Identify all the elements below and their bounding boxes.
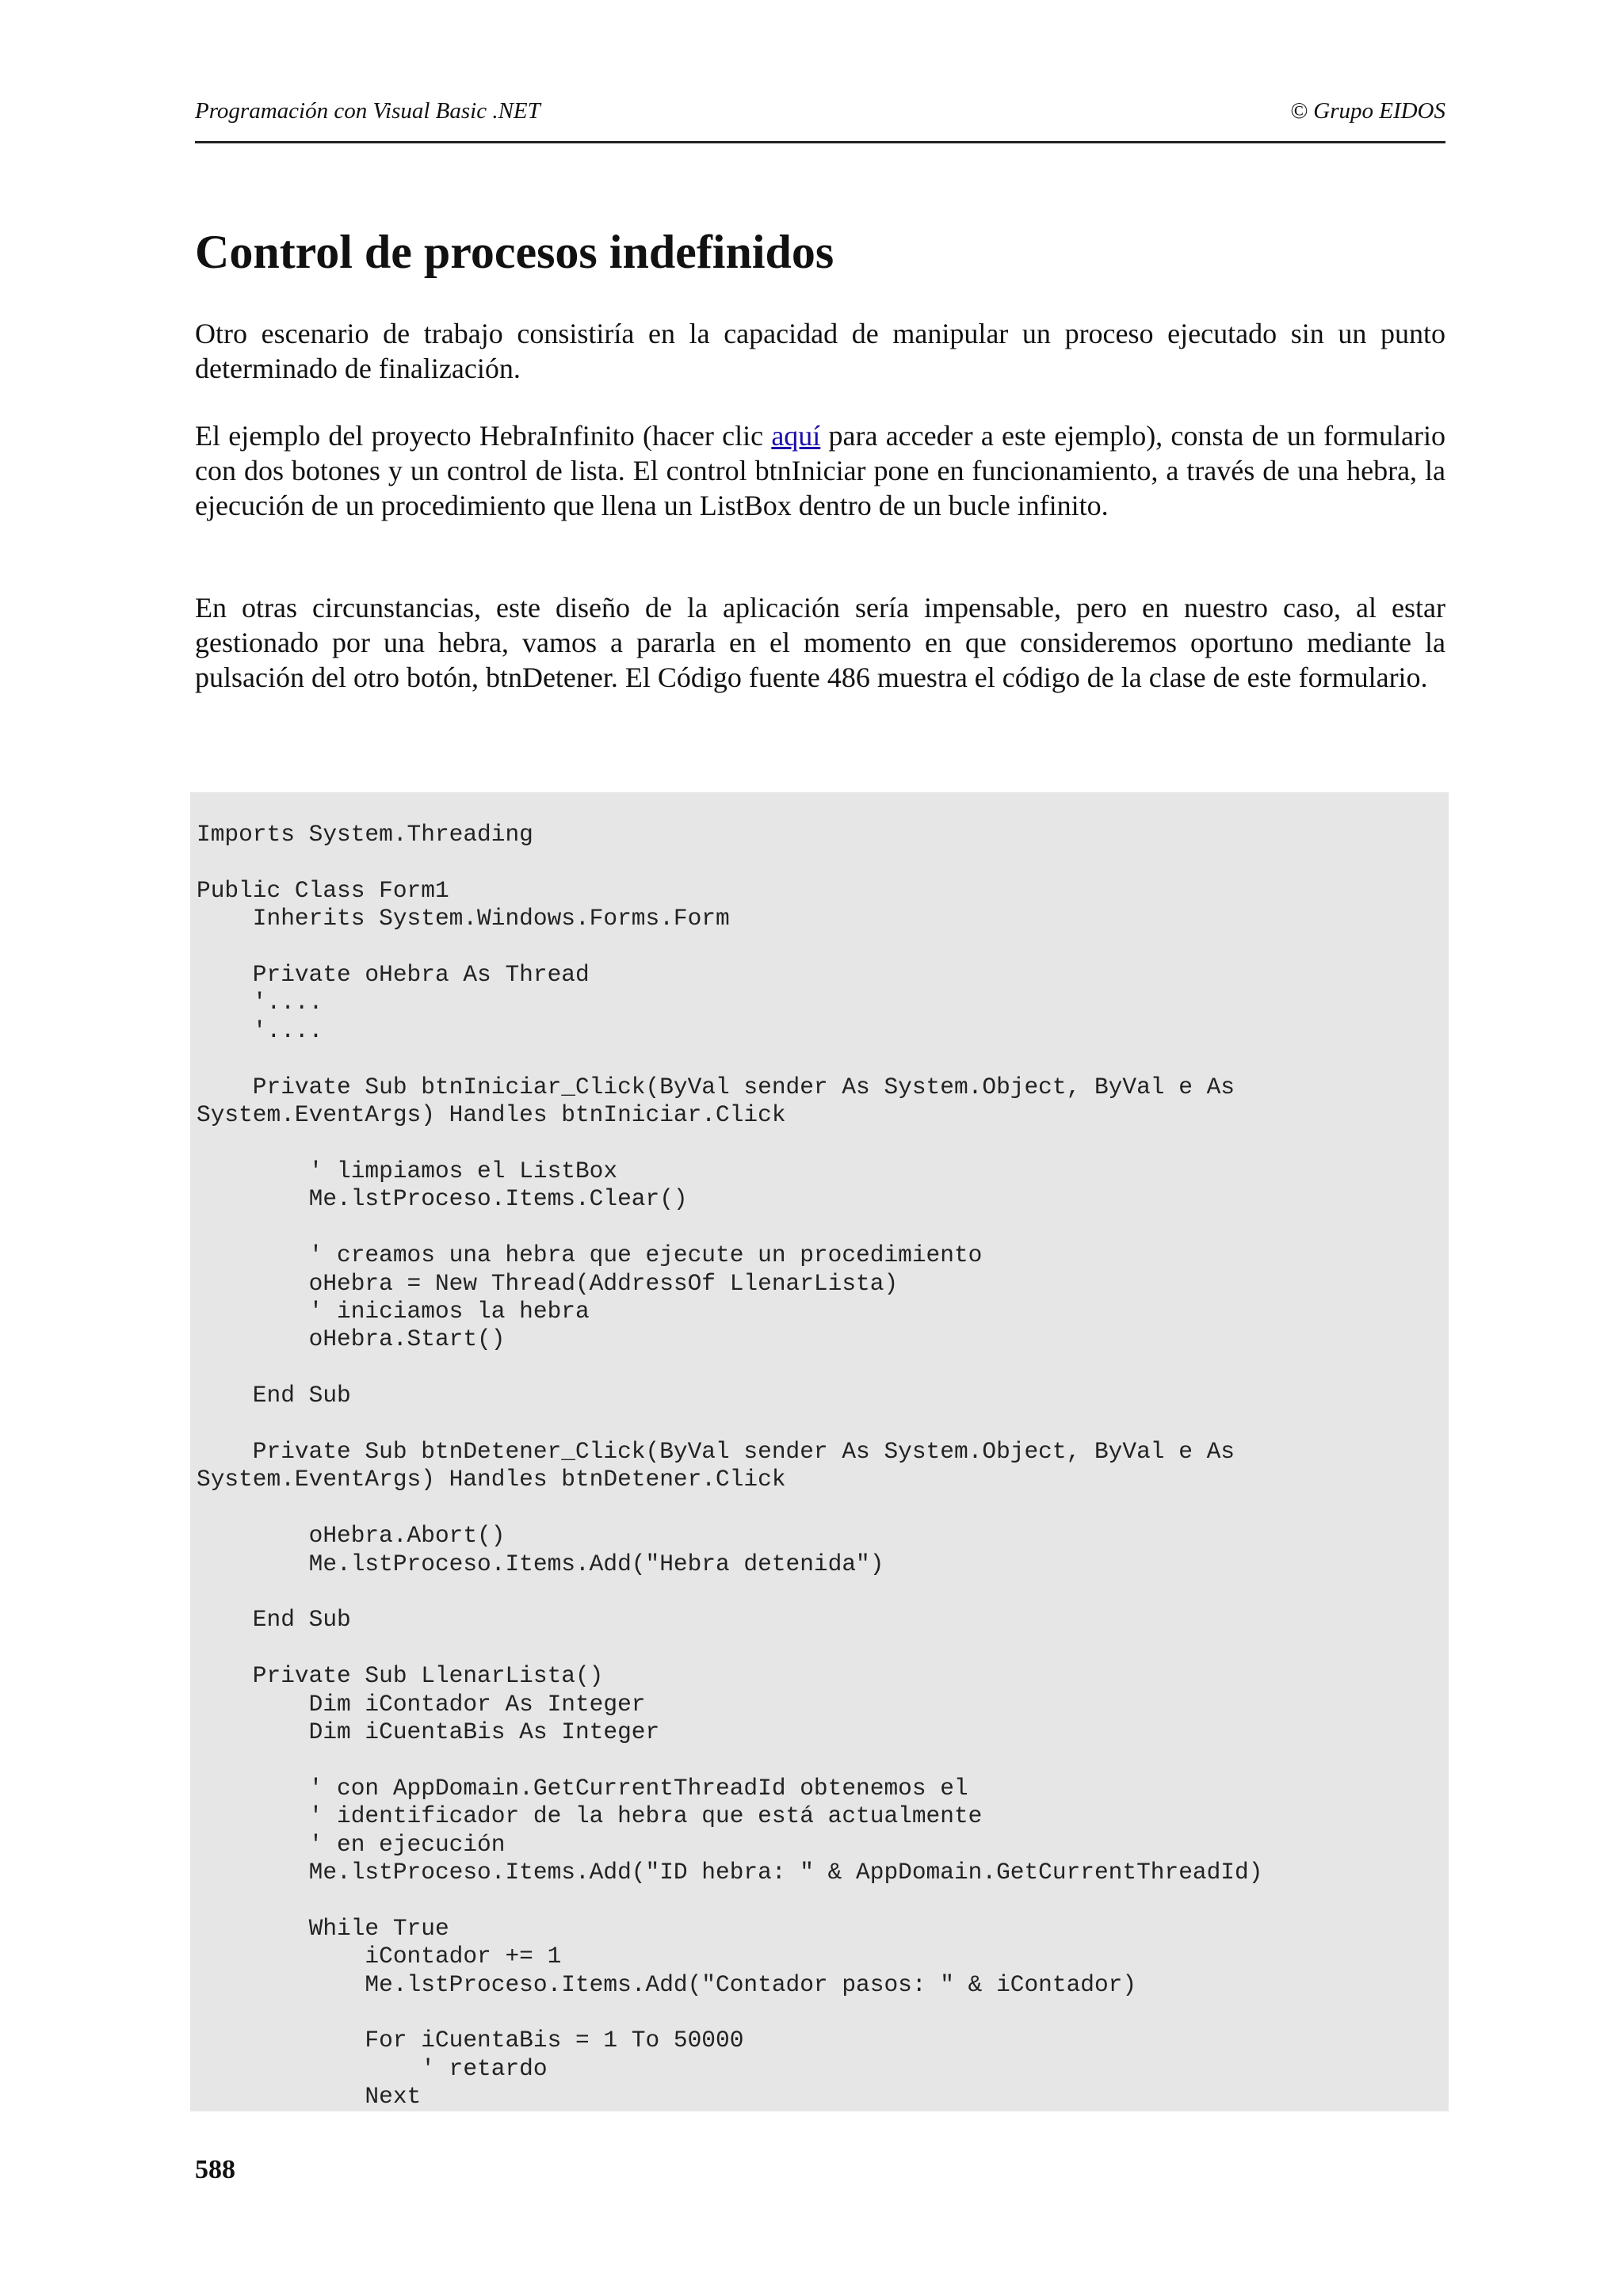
paragraph-example-text-end: para acceder a este ejemplo), consta de un formulario con dos botones y un control de lista. El control btnIniciar pone en funcionamiento, a través de una hebra, la ejecución de un procedimiento que llena un ListBox dentro de un bucle infinito. [195,420,1446,521]
header-book-title: Programación con Visual Basic .NET [195,98,540,124]
section-title: Control de procesos indefinidos [195,226,834,278]
page-header [195,95,1445,143]
example-link[interactable]: aquí [771,420,821,452]
paragraph-description: En otras circunstancias, este diseño de la aplicación sería impensable, pero en nuestro caso, al estar gestionado por una hebra, vamos a pararla en el momento en que consideremos oportuno mediante la pulsación del otro botón, btnDetener. El Código fuente 486 muestra el código de la clase de este formulario. [195,592,1445,693]
code-text: Imports System.Threading Public Class Form1 Inherits System.Windows.Forms.Form Private oHebra As Thread '.... '.... Private Sub btnIniciar_Click(ByVal sender As System.Object, ByVal e As System.EventArgs) Handles btnIniciar.Click ' limpiamos el ListBox Me.lstProceso.Items.Clear() ' creamos una hebra que ejecute un procedimiento oHebra = New Thread(AddressOf LlenarLista) ' iniciamos la hebra oHebra.Start() End Sub Private Sub btnDetener_Click(ByVal sender As System.Object, ByVal e As System.EventArgs) Handles btnDetener.Click oHebra.Abort() Me.lstProceso.Items.Add("Hebra detenida") End Sub Private Sub LlenarLista() Dim iContador As Integer Dim iCuentaBis As Integer ' con AppDomain.GetCurrentThreadId obtenemos el ' identificador de la hebra que está actualmente ' en ejecución Me.lstProceso.Items.Add("ID hebra: " & AppDomain.GetCurrentThreadId) While True iContador += 1 Me.lstProceso.Items.Add("Contador pasos: " & iContador) For iCuentaBis = 1 To 50000 ' retardo Next [197,821,1263,2111]
header-publisher: © Grupo EIDOS [1289,98,1445,124]
paragraph-example [195,418,1445,523]
paragraph-example-text-start: El ejemplo del proyecto HebraInfinito (hacer clic [195,420,772,452]
code-listing [190,792,1449,2111]
page-number: 588 [195,2155,235,2184]
paragraph-intro: Otro escenario de trabajo consistiría en la capacidad de manipular un proceso ejecutado sin un punto determinado de finalización. [195,318,1445,384]
